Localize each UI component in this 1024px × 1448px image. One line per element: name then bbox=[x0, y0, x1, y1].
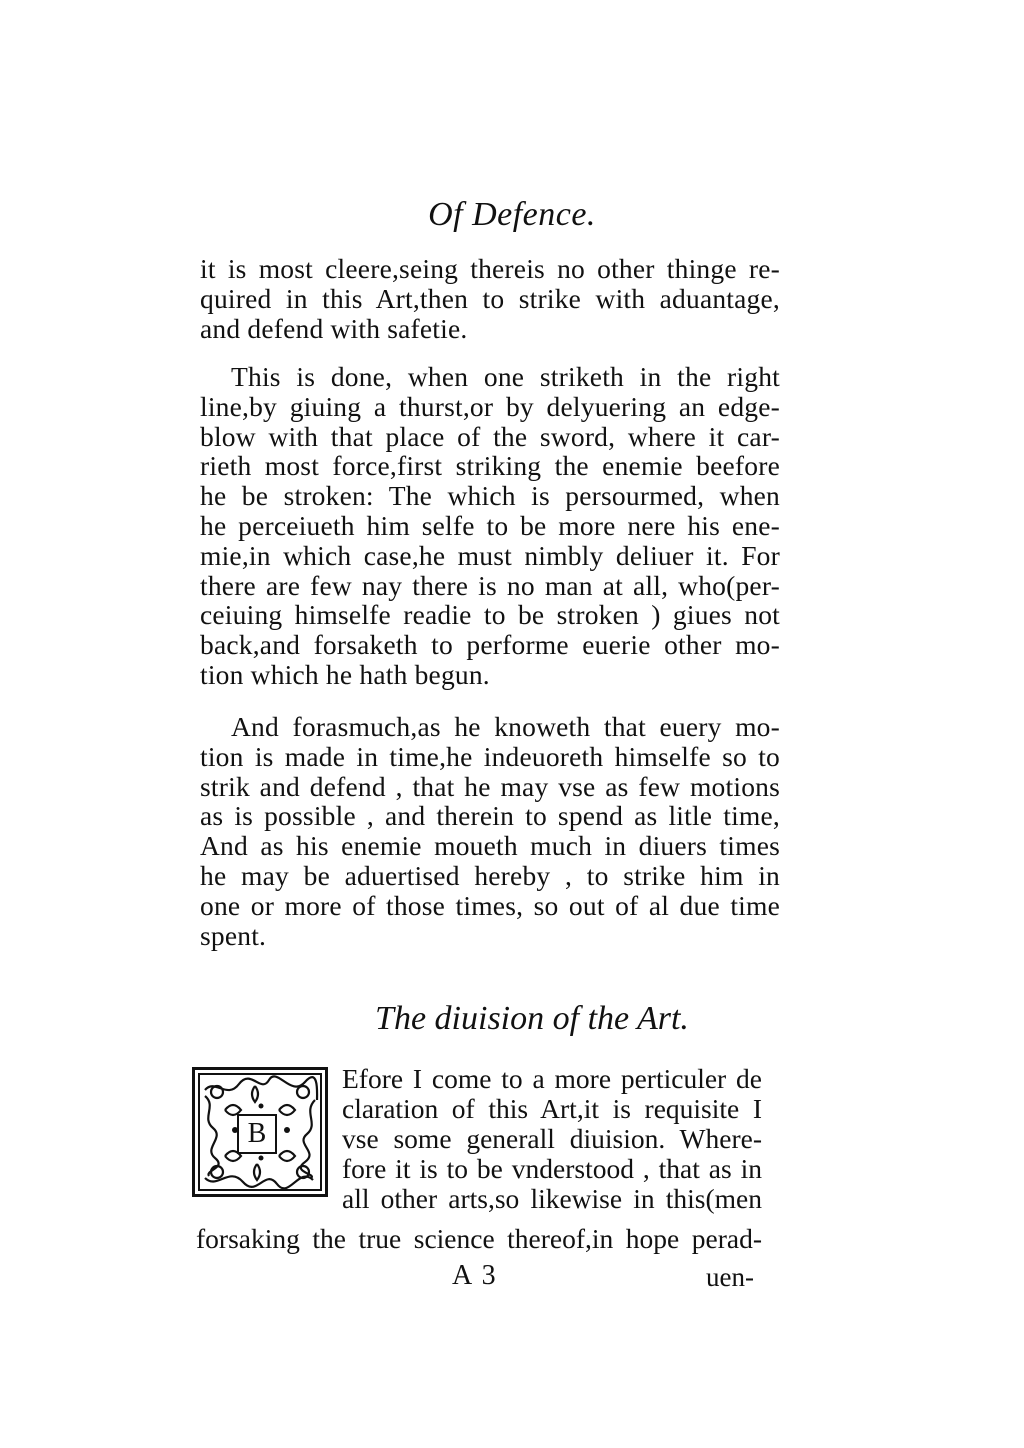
text-line: he perceiueth him selfe to be more nere his ene- bbox=[200, 509, 780, 541]
paragraph-3 bbox=[200, 712, 780, 950]
text-line: quired in this Art,then to strike with aduantage, bbox=[200, 282, 780, 314]
text-line: blow with that place of the sword, where it car- bbox=[200, 420, 780, 452]
decorated-initial bbox=[192, 1067, 328, 1197]
text-line: rieth most force,first striking the enemie beefore bbox=[200, 450, 780, 482]
text-line: there are few nay there is no man at all, who(per- bbox=[200, 569, 780, 601]
paragraph-2 bbox=[200, 362, 780, 690]
text-line: And forasmuch,as he knoweth that euery mo- bbox=[231, 711, 780, 742]
text-line: he may be aduertised hereby , to strike him in bbox=[200, 859, 780, 891]
text-line: forsaking the true science thereof,in hope perad- bbox=[196, 1223, 762, 1254]
text-line: tion which he hath begun. bbox=[200, 658, 490, 690]
text-line: Efore I come to a more perticuler de bbox=[342, 1063, 762, 1094]
text-line: all other arts,so likewise in this(men bbox=[342, 1183, 762, 1214]
signature-mark: A 3 bbox=[452, 1260, 498, 1291]
text-line: he be stroken: The which is persourmed, when bbox=[200, 480, 780, 512]
text-line: This is done, when one striketh in the right bbox=[231, 361, 780, 392]
text-line: it is most cleere,seing thereis no other thinge re- bbox=[200, 253, 780, 284]
paragraph-4 bbox=[342, 1064, 762, 1214]
drop-cap-letter: B bbox=[237, 1114, 277, 1154]
paragraph-5 bbox=[196, 1224, 762, 1254]
text-line: tion is made in time,he indeuoreth himselfe so to bbox=[200, 740, 780, 772]
section-heading: The diuision of the Art. bbox=[375, 1000, 689, 1037]
text-line: mie,in which case,he must nimbly deliuer it. For bbox=[200, 539, 780, 571]
text-line: fore it is to be vnderstood , that as in bbox=[342, 1153, 762, 1184]
text-line: vse some generall diuision. Where- bbox=[342, 1123, 762, 1154]
text-line: strik and defend , that he may vse as few motions bbox=[200, 770, 780, 802]
text-line: ceiuing himselfe readie to be stroken ) giues not bbox=[200, 599, 780, 631]
text-line: line,by giuing a thurst,or by delyuering an edge- bbox=[200, 390, 780, 422]
running-head: Of Defence. bbox=[428, 196, 596, 233]
text-line: spent. bbox=[200, 919, 267, 951]
text-line: back,and forsaketh to performe euerie other mo- bbox=[200, 629, 780, 661]
text-line: And as his enemie moueth much in diuers times bbox=[200, 830, 780, 862]
text-line: as is possible , and therein to spend as litle time, bbox=[200, 800, 780, 832]
catchword: uen- bbox=[706, 1262, 754, 1292]
paragraph-1 bbox=[200, 254, 780, 343]
text-line: and defend with safetie. bbox=[200, 312, 468, 344]
text-line: claration of this Art,it is requisite I bbox=[342, 1093, 762, 1124]
text-line: one or more of those times, so out of al due time bbox=[200, 889, 780, 921]
